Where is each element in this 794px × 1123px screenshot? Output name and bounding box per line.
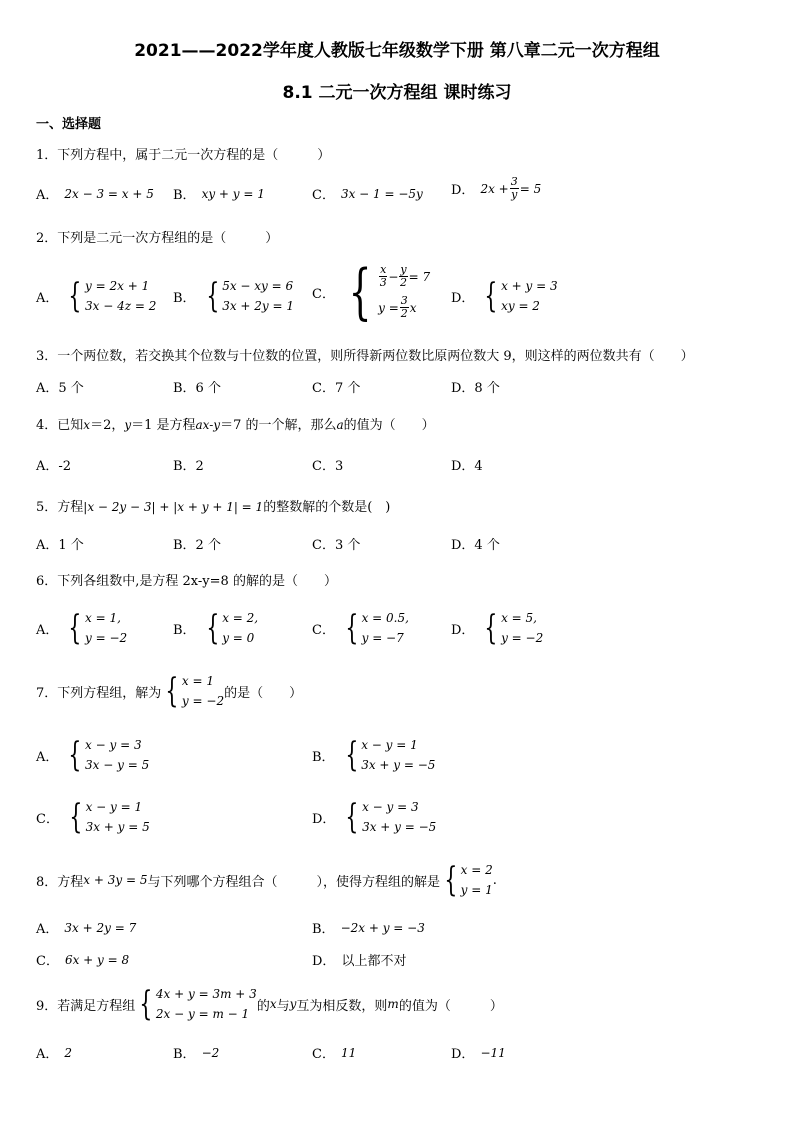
section-heading: 一、选择题 (36, 117, 102, 132)
question-3-stem: 3．一个两位数，若交换其个位数与十位数的位置，则所得新两位数比原两位数大 9，则这样的两位数共有（ ） (36, 349, 694, 364)
q9-option-b: B． −2 (173, 1045, 220, 1062)
q2-option-d: D． { x + y = 3 xy = 2 (451, 276, 558, 316)
q7-option-c: C． { x − y = 1 3x + y = 5 (36, 797, 150, 837)
q1-option-a: A． 2x − 3 = x + 5 (36, 186, 154, 203)
q3-option-b: B．6 个 (173, 381, 221, 396)
q6-option-c: C． { x = 0.5, y = −7 (312, 608, 409, 648)
q4-option-c: C．3 (312, 459, 344, 474)
q2-option-c: C． { $\frac{x}{3}$ − $\frac{y}{2}$ = 7 y = $\frac{3}{2}$ x (312, 257, 431, 327)
q7-option-a: A． { x − y = 3 3x − y = 5 (36, 735, 150, 775)
question-6-stem: 6．下列各组数中,是方程 2x-y=8 的解的是（ ） (36, 574, 337, 589)
q1-option-d: D． 2x + $\frac{3}{y}$ = 5 (451, 175, 542, 201)
question-4-stem: 4．已知x＝2，y＝1 是方程ax-y＝7 的一个解，那么a的值为（ ） (36, 418, 435, 433)
worksheet-subtitle: 8.1 二元一次方程组 课时练习 (282, 83, 512, 103)
question-8-stem: 8．方程 x + 3y = 5 与下列哪个方程组合（ ），使得方程组的解是 { x = 2 y = 1 . (36, 860, 497, 900)
q3-option-d: D．8 个 (451, 381, 500, 396)
q5-option-c: C．3 个 (312, 538, 361, 553)
q8-option-a: A． 3x + 2y = 7 (36, 920, 137, 937)
question-7-stem: 7．下列方程组，解为 { x = 1 y = −2 的是（ ） (36, 671, 303, 711)
q3-option-a: A．5 个 (36, 381, 84, 396)
q2-option-b: B． { 5x − xy = 6 3x + 2y = 1 (173, 276, 295, 316)
q4-option-b: B．2 (173, 459, 204, 474)
q5-option-b: B．2 个 (173, 538, 221, 553)
q6-option-b: B． { x = 2, y = 0 (173, 608, 259, 648)
question-5-stem: 5．方程|x − 2y − 3| + |x + y + 1| = 1的整数解的个数是( ) (36, 500, 391, 515)
q1-option-c: C． 3x − 1 = −5y (312, 186, 423, 203)
q2-option-a: A． { y = 2x + 1 3x − 4z = 2 (36, 276, 157, 316)
q5-option-a: A．1 个 (36, 538, 84, 553)
q4-option-a: A．-2 (36, 459, 72, 474)
q1-option-b: B． xy + y = 1 (173, 186, 265, 203)
q8-option-d: D． 以上都不对 (312, 954, 407, 969)
q8-option-c: C． 6x + y = 8 (36, 952, 130, 969)
q9-option-a: A． 2 (36, 1045, 73, 1062)
question-2-stem: 2．下列是二元一次方程组的是（ ） (36, 231, 279, 246)
q6-option-d: D． { x = 5, y = −2 (451, 608, 544, 648)
q5-option-d: D．4 个 (451, 538, 500, 553)
q7-option-b: B． { x − y = 1 3x + y = −5 (312, 735, 436, 775)
q8-option-b: B． −2x + y = −3 (312, 920, 425, 937)
worksheet-title: 2021——2022学年度人教版七年级数学下册 第八章二元一次方程组 (134, 41, 660, 61)
q9-option-c: C． 11 (312, 1045, 357, 1062)
q3-option-c: C．7 个 (312, 381, 361, 396)
question-9-stem: 9．若满足方程组 { 4x + y = 3m + 3 2x − y = m − 1 的 x 与 y 互为相反数，则 m 的值为（ ） (36, 984, 503, 1024)
q9-option-d: D． −11 (451, 1045, 506, 1062)
q7-option-d: D． { x − y = 3 3x + y = −5 (312, 797, 437, 837)
q6-option-a: A． { x = 1, y = −2 (36, 608, 128, 648)
q4-option-d: D．4 (451, 459, 483, 474)
question-1-stem: 1．下列方程中，属于二元一次方程的是（ ） (36, 148, 331, 163)
